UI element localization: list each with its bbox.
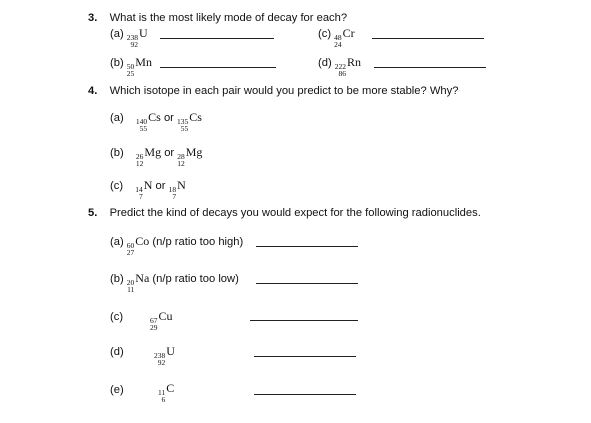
q4-pair-a (110, 110, 202, 132)
nuclide: 140 55 Cs (135, 110, 161, 133)
q5-item-c-label: (c) (110, 311, 124, 323)
nuclide: 28 12 Mg (177, 145, 203, 168)
item-label: (c) (318, 28, 332, 40)
q5-item-c-nuclide (150, 309, 173, 331)
answer-blank[interactable] (374, 67, 486, 68)
q5-item-e-label: (e) (110, 384, 124, 396)
nuclide: 26 12 Mg (135, 145, 162, 168)
nuclide: 20 11 Na (126, 271, 150, 294)
item-label: (a) (110, 112, 124, 124)
q5-item-e-nuclide (158, 381, 174, 403)
item-label: (b) (110, 273, 124, 285)
nuclide: 67 29 Cu (150, 309, 173, 332)
nuclide: 238 92 U (154, 344, 175, 367)
nuclide: 60 27 Co (126, 234, 150, 257)
q3-item-b (110, 55, 152, 77)
q5-item-d-label: (d) (110, 346, 124, 358)
nuclide: 48 24 Cr (334, 26, 355, 49)
question-4 (88, 85, 458, 97)
question-number: 3. (88, 12, 98, 24)
item-note: (n/p ratio too low) (152, 273, 239, 285)
answer-blank[interactable] (256, 246, 358, 247)
nuclide: 222 86 Rn (334, 55, 362, 78)
q5-item-d-nuclide (154, 344, 175, 366)
item-note: (n/p ratio too high) (152, 236, 244, 248)
question-number: 4. (88, 85, 98, 97)
q5-item-b (110, 271, 239, 293)
q5-item-a (110, 234, 243, 256)
answer-blank[interactable] (160, 38, 274, 39)
question-text: What is the most likely mode of decay for each? (109, 12, 348, 24)
nuclide: 11 6 C (158, 381, 175, 404)
question-text: Predict the kind of decays you would expect for the following radionuclides. (109, 207, 481, 219)
q3-item-c (318, 26, 355, 48)
answer-blank[interactable] (256, 283, 358, 284)
answer-blank[interactable] (254, 356, 356, 357)
item-label: (a) (110, 28, 124, 40)
or-word: or (164, 147, 175, 159)
nuclide: 18 7 N (168, 178, 186, 201)
answer-blank[interactable] (254, 394, 356, 395)
question-number: 5. (88, 207, 98, 219)
nuclide: 135 55 Cs (177, 110, 202, 133)
answer-blank[interactable] (250, 320, 358, 321)
item-label: (d) (318, 57, 332, 69)
answer-blank[interactable] (160, 67, 276, 68)
item-label: (c) (110, 180, 124, 192)
q4-pair-c (110, 178, 186, 200)
q3-item-d (318, 55, 361, 77)
nuclide: 14 7 N (135, 178, 153, 201)
or-word: or (155, 180, 166, 192)
item-label: (a) (110, 236, 124, 248)
answer-blank[interactable] (372, 38, 484, 39)
nuclide: 50 25 Mn (126, 55, 152, 78)
question-5 (88, 207, 481, 219)
q4-pair-b (110, 145, 202, 167)
or-word: or (163, 112, 174, 124)
question-3 (88, 12, 347, 24)
item-label: (b) (110, 57, 124, 69)
item-label: (b) (110, 147, 124, 159)
nuclide: 238 92 U (126, 26, 148, 49)
question-text: Which isotope in each pair would you predict to be more stable? Why? (109, 85, 459, 97)
q3-item-a (110, 26, 148, 48)
